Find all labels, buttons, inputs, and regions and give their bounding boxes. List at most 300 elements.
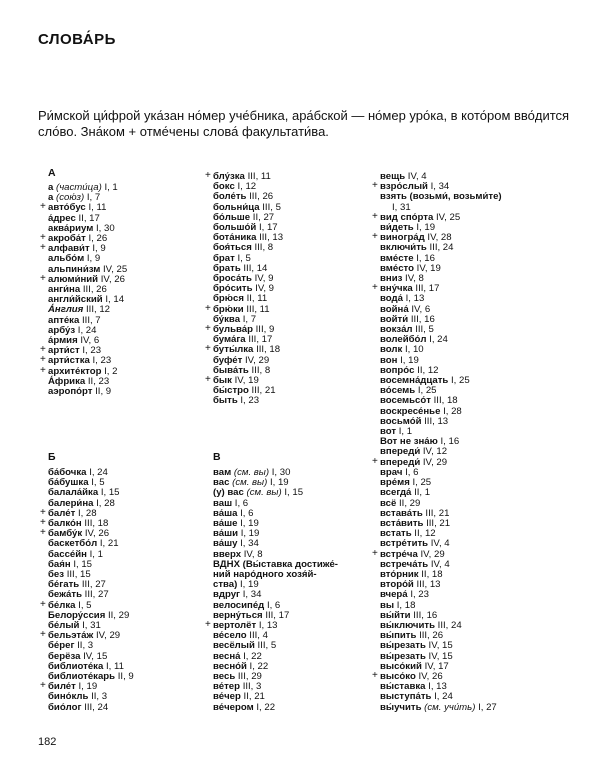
entry-reference: IV, 25: [103, 263, 128, 275]
list-v: [205, 467, 338, 713]
entry-reference: III, 8: [254, 242, 274, 254]
optional-plus-mark: +: [372, 180, 378, 192]
entry-reference: I, 17: [258, 222, 278, 234]
entry-word: вид спо́рта: [380, 211, 434, 223]
entry-word: брат: [213, 252, 235, 264]
entry-reference: I, 15: [73, 558, 92, 570]
entry-reference: I, 22: [256, 701, 276, 713]
entry-word: А́нглия: [48, 304, 84, 316]
entry-word: библиоте́карь: [48, 671, 116, 683]
entry-word: весна́: [213, 650, 241, 662]
entry-reference: I, 31: [82, 620, 101, 632]
entry-reference: III, 24: [84, 701, 109, 713]
entry-reference: I, 1: [398, 426, 413, 438]
entry-word: бале́т: [48, 507, 76, 519]
entry-reference: III, 17: [265, 609, 290, 621]
entry-reference: I, 28: [443, 405, 462, 417]
entry-word: бокс: [213, 181, 235, 193]
entry-word: выступа́ть: [380, 691, 432, 703]
dictionary-entry: [48, 387, 127, 397]
entry-reference: I, 31: [392, 201, 411, 213]
entry-word: блу́зка: [213, 171, 245, 182]
entry-reference: I, 30: [95, 222, 115, 234]
entry-word: велосипе́д: [213, 599, 265, 611]
entry-reference: I, 12: [237, 181, 257, 193]
section-letter-v: В: [213, 451, 221, 463]
entry-word: бе́лый: [48, 620, 80, 632]
entry-reference: III, 24: [429, 242, 454, 254]
entry-reference: IV, 15: [83, 650, 108, 662]
optional-plus-mark: +: [40, 598, 46, 610]
entry-reference: III, 21: [426, 517, 451, 529]
entry-reference: II, 3: [91, 691, 108, 703]
entry-reference: III, 4: [249, 630, 268, 642]
entry-reference: I, 34: [430, 181, 450, 193]
optional-plus-mark: +: [40, 629, 46, 641]
optional-plus-mark: +: [40, 272, 46, 284]
entry-word: воскресе́нье: [380, 405, 441, 417]
entry-reference: I, 23: [82, 345, 102, 357]
entry-word: бе́гать: [48, 579, 80, 591]
entry-reference: I, 1: [104, 182, 118, 193]
entry-word: весёлый: [213, 640, 255, 652]
entry-reference: I, 22: [249, 660, 269, 672]
entry-reference: III, 26: [82, 284, 107, 296]
entry-word: волк: [380, 344, 403, 356]
entry-word: бая́н: [48, 558, 71, 570]
entry-reference: III, 11: [247, 171, 271, 182]
entry-reference: III, 18: [84, 518, 109, 530]
entry-note: (см. вы): [232, 477, 268, 489]
entry-word: встава́ть: [380, 507, 423, 519]
entry-reference: I, 13: [258, 620, 278, 632]
entry-word: а́дрес: [48, 212, 76, 224]
entry-word: (у) вас: [213, 487, 244, 499]
entry-reference: I, 11: [88, 202, 107, 214]
entry-word: ба́бочка: [48, 467, 87, 478]
intro-text: Ри́мской ци́фрой ука́зан но́мер уче́бника, ара́бской — но́мер уро́ка, в кото́ром вво́дится сло́во. Зна́ком + отме́чены слова́ факультати́ва.: [38, 108, 570, 139]
entry-word: вто́рник: [380, 568, 419, 580]
entry-word: виногра́д: [380, 232, 425, 244]
entry-word: ве́чер: [213, 691, 241, 703]
entry-word: брать: [213, 262, 241, 274]
entry-reference: II, 18: [421, 568, 443, 580]
entry-word: верну́ться: [213, 609, 263, 621]
entry-word: вы: [380, 599, 395, 611]
entry-word: вста́вить: [380, 517, 424, 529]
entry-word: А́фрика: [48, 375, 86, 387]
entry-reference: IV, 26: [100, 273, 125, 285]
entry-word: аква́риум: [48, 222, 94, 234]
entry-word: библиоте́ка: [48, 660, 104, 672]
entry-word: включи́ть: [380, 242, 427, 254]
optional-plus-mark: +: [205, 374, 211, 386]
entry-reference: II, 11: [246, 293, 268, 305]
entry-word: вертолёт: [213, 620, 257, 632]
entry-word: а: [48, 182, 54, 193]
list-b: [40, 467, 134, 713]
entry-word: арти́стка: [48, 355, 90, 367]
entry-reference: IV, 15: [428, 650, 453, 662]
entry-word: бума́га: [213, 334, 246, 346]
entry-word: альбо́м: [48, 253, 85, 265]
entry-word: встать: [380, 528, 412, 540]
entry-word: вас: [213, 477, 230, 489]
entry-reference: III, 21: [425, 507, 450, 519]
entry-word: высо́ко: [380, 670, 416, 682]
entry-word: вокза́л: [380, 324, 413, 336]
entry-word: ви́деть: [380, 222, 414, 234]
entry-reference: IV, 6: [80, 335, 100, 347]
entry-word: восемьсо́т: [380, 395, 431, 407]
list-v-continued: [372, 171, 502, 713]
entry-word: бульва́р: [213, 324, 253, 336]
entry-word: бамбу́к: [48, 528, 83, 540]
list-b-continued: [205, 170, 284, 407]
entry-word: без: [48, 569, 65, 581]
entry-note: (см. учи́ть): [424, 701, 476, 713]
entry-word: ВДНХ (Вы́ставка достиже́-: [213, 558, 338, 570]
entry-word: вон: [380, 354, 398, 366]
entry-word: бе́лка: [48, 599, 76, 611]
entry-word: вдруг: [213, 589, 241, 601]
entry-word: ний наро́дного хозя́й-: [213, 569, 317, 581]
entry-word: биле́т: [48, 681, 76, 693]
entry-reference: I, 19: [240, 518, 259, 530]
entry-reference: I, 24: [429, 334, 448, 346]
entry-reference: I, 24: [89, 467, 108, 478]
entry-reference: III, 8: [251, 364, 271, 376]
entry-reference: IV, 29: [422, 456, 448, 468]
entry-word: врач: [380, 466, 403, 478]
entry-word: быть: [213, 395, 238, 407]
entry-reference: III, 5: [262, 201, 281, 213]
entry-reference: IV, 26: [84, 528, 110, 540]
entry-note: (части́ца): [56, 182, 102, 193]
entry-word: алфави́т: [48, 243, 90, 255]
entry-reference: II, 12: [414, 528, 436, 540]
entry-reference: II, 9: [95, 386, 112, 398]
entry-reference: I, 34: [240, 538, 259, 550]
entry-reference: I, 6: [234, 497, 249, 509]
entry-reference: I, 24: [434, 691, 453, 703]
entry-reference: III, 17: [248, 334, 273, 346]
entry-reference: I, 19: [416, 222, 436, 234]
optional-plus-mark: +: [205, 619, 211, 631]
entry-reference: II, 9: [117, 671, 134, 683]
entry-reference: IV, 25: [435, 211, 461, 223]
dictionary-entry: [213, 703, 338, 713]
entry-word: вы́ставка: [380, 681, 426, 693]
entry-word: вну́чка: [380, 283, 413, 295]
entry-word: вода́: [380, 293, 403, 305]
entry-reference: I, 5: [91, 477, 105, 489]
entry-note: (см. вы): [233, 467, 270, 478]
entry-word: вчера́: [380, 589, 408, 601]
entry-word: ва́ша: [213, 507, 238, 519]
entry-reference: I, 16: [416, 252, 435, 264]
entry-word: вверх: [213, 548, 242, 560]
entry-word: бык: [213, 375, 232, 387]
entry-word: авто́бус: [48, 202, 86, 214]
entry-reference: I, 24: [77, 324, 97, 336]
entry-word: вопро́с: [380, 364, 415, 376]
entry-reference: III, 16: [410, 313, 435, 325]
entry-word: бро́сить: [213, 283, 253, 295]
entry-reference: III, 16: [413, 609, 438, 621]
optional-plus-mark: +: [40, 527, 46, 539]
entry-word: взять (возьми́, возьми́те): [380, 191, 502, 203]
entry-word: всегда́: [380, 487, 412, 499]
entry-reference: I, 5: [237, 252, 251, 264]
entry-word: вот: [380, 426, 397, 438]
entry-reference: I, 34: [242, 589, 262, 601]
entry-word: вы́учить: [380, 701, 422, 713]
entry-word: ва́шу: [213, 538, 238, 550]
entry-word: вниз: [380, 273, 403, 285]
entry-note: (сою́з): [56, 192, 85, 204]
entry-word: Белору́ссия: [48, 609, 106, 621]
section-letter-a: А: [48, 167, 56, 179]
entry-word: балери́на: [48, 497, 94, 509]
entry-word: архите́ктор: [48, 365, 102, 377]
entry-reference: I, 2: [104, 365, 118, 377]
optional-plus-mark: +: [372, 455, 378, 467]
entry-reference: II, 27: [252, 211, 275, 223]
entry-reference: I, 27: [478, 701, 497, 713]
entry-reference: II, 21: [243, 691, 265, 703]
entry-reference: I, 19: [400, 354, 419, 366]
entry-reference: I, 14: [105, 294, 125, 306]
entry-word: взро́слый: [380, 181, 428, 193]
entry-word: био́лог: [48, 701, 82, 713]
entry-reference: III, 27: [84, 589, 109, 601]
page-title: СЛОВА́РЬ: [38, 31, 116, 48]
entry-word: берёза: [48, 650, 81, 662]
entry-word: ваш: [213, 497, 233, 509]
entry-word: альпини́зм: [48, 263, 101, 275]
entry-reference: I, 25: [451, 375, 470, 387]
entry-reference: II, 12: [417, 364, 439, 376]
entry-word: балала́йка: [48, 487, 99, 499]
entry-reference: IV, 12: [422, 446, 448, 458]
entry-word: бельэта́ж: [48, 630, 94, 642]
entry-word: ва́ше: [213, 518, 238, 530]
entry-reference: III, 9: [255, 324, 275, 336]
entry-reference: III, 13: [424, 415, 449, 427]
entry-word: вам: [213, 467, 232, 478]
entry-word: арти́ст: [48, 345, 80, 357]
entry-reference: I, 6: [266, 599, 281, 611]
entry-word: вещь: [380, 171, 406, 182]
entry-word: бы́стро: [213, 385, 249, 397]
entry-word: буфе́т: [213, 354, 243, 366]
entry-word: восемна́дцать: [380, 375, 449, 387]
entry-word: аэропо́рт: [48, 386, 93, 398]
entry-reference: I, 23: [240, 395, 260, 407]
list-a: [40, 182, 128, 398]
entry-reference: IV, 29: [95, 630, 121, 642]
entry-reference: III, 26: [419, 630, 444, 642]
entry-word: анги́на: [48, 284, 81, 296]
entry-reference: I, 21: [99, 538, 119, 550]
entry-reference: II, 29: [399, 497, 421, 509]
entry-word: волейбо́л: [380, 334, 427, 346]
entry-word: большо́й: [213, 222, 257, 234]
entry-word: баскетбо́л: [48, 538, 98, 550]
entry-word: вме́сте: [380, 252, 414, 264]
entry-reference: III, 18: [256, 344, 281, 356]
entry-reference: I, 18: [396, 599, 416, 611]
entry-reference: IV, 9: [254, 273, 274, 285]
entry-word: арбу́з: [48, 324, 76, 336]
entry-word: бо́льше: [213, 211, 251, 223]
entry-reference: III, 26: [249, 191, 274, 203]
entry-word: а: [48, 192, 54, 204]
entry-reference: III, 27: [81, 579, 106, 591]
entry-word: вы́пить: [380, 630, 417, 642]
entry-reference: III, 7: [81, 314, 101, 326]
entry-reference: IV, 28: [427, 232, 452, 244]
entry-reference: I, 7: [86, 192, 101, 204]
entry-word: ба́бушка: [48, 477, 89, 489]
optional-plus-mark: +: [372, 547, 378, 559]
entry-word: бу́ква: [213, 313, 241, 325]
entry-word: вы́йти: [380, 609, 411, 621]
entry-word: восьмо́й: [380, 415, 422, 427]
optional-plus-mark: +: [372, 282, 378, 294]
optional-plus-mark: +: [40, 354, 46, 366]
entry-reference: III, 29: [237, 671, 262, 683]
entry-word: всё: [380, 497, 397, 509]
entry-reference: I, 16: [440, 436, 460, 448]
entry-word: война́: [380, 303, 409, 315]
entry-word: брю́ки: [213, 303, 244, 315]
entry-reference: I, 5: [78, 599, 92, 611]
entry-reference: I, 30: [271, 467, 291, 478]
entry-word: больни́ца: [213, 201, 260, 213]
entry-reference: I, 9: [92, 243, 106, 255]
entry-reference: I, 19: [240, 579, 259, 591]
entry-word: бассе́йн: [48, 548, 87, 560]
entry-word: встре́тить: [380, 538, 429, 550]
entry-word: высо́кий: [380, 660, 422, 672]
entry-word: боле́ть: [213, 191, 247, 203]
entry-word: быва́ть: [213, 364, 249, 376]
entry-reference: I, 10: [404, 344, 424, 356]
optional-plus-mark: +: [40, 517, 46, 529]
dictionary-entry: [380, 703, 502, 713]
entry-word: акроба́т: [48, 233, 86, 245]
optional-plus-mark: +: [372, 210, 378, 222]
optional-plus-mark: +: [205, 343, 211, 355]
entry-word: вре́мя: [380, 477, 410, 489]
entry-reference: IV, 8: [405, 273, 424, 285]
optional-plus-mark: +: [40, 344, 46, 356]
dictionary-entry: [48, 703, 134, 713]
optional-plus-mark: +: [40, 364, 46, 376]
entry-reference: III, 13: [259, 232, 284, 244]
entry-reference: IV, 4: [407, 171, 427, 182]
entry-reference: IV, 4: [430, 558, 450, 570]
dictionary-entry: [213, 396, 283, 406]
entry-reference: III, 18: [433, 395, 458, 407]
entry-reference: III, 17: [415, 283, 440, 295]
entry-word: бино́кль: [48, 691, 89, 703]
entry-reference: IV, 29: [244, 354, 270, 366]
entry-reference: IV, 19: [234, 375, 259, 387]
entry-word: брю́ся: [213, 293, 244, 305]
entry-reference: II, 29: [107, 609, 130, 621]
entry-reference: III, 24: [437, 619, 462, 631]
entry-reference: I, 15: [284, 487, 304, 499]
entry-word: ва́ши: [213, 528, 239, 540]
entry-reference: IV, 8: [243, 548, 263, 560]
entry-word: вы́резать: [380, 640, 426, 652]
entry-reference: IV, 17: [424, 660, 449, 672]
entry-reference: IV, 4: [430, 538, 450, 550]
entry-reference: IV, 26: [418, 670, 443, 682]
entry-word: вме́сто: [380, 262, 414, 274]
entry-reference: I, 28: [77, 507, 97, 519]
entry-reference: IV, 15: [428, 640, 453, 652]
entry-word: алюми́ний: [48, 273, 99, 285]
entry-word: броса́ть: [213, 273, 252, 285]
section-letter-b: Б: [48, 451, 56, 463]
entry-reference: II, 23: [87, 375, 110, 387]
entry-word: бе́рег: [48, 640, 75, 652]
entry-reference: I, 6: [405, 466, 419, 478]
entry-reference: I, 25: [417, 385, 437, 397]
entry-reference: III, 14: [243, 262, 268, 274]
entry-word: ве́село: [213, 630, 247, 642]
entry-reference: I, 19: [240, 528, 260, 540]
entry-reference: III, 12: [86, 304, 110, 316]
entry-reference: I, 28: [96, 497, 115, 509]
entry-reference: III, 13: [416, 579, 441, 591]
entry-word: ве́тер: [213, 681, 241, 693]
entry-word: англи́йский: [48, 294, 103, 306]
entry-reference: I, 13: [405, 293, 425, 305]
entry-word: войти́: [380, 313, 409, 325]
entry-reference: I, 13: [428, 681, 447, 693]
entry-word: весь: [213, 671, 236, 683]
entry-reference: III, 21: [251, 385, 276, 397]
entry-reference: I, 7: [242, 313, 257, 325]
entry-reference: I, 15: [100, 487, 120, 499]
optional-plus-mark: +: [372, 231, 378, 243]
entry-word: а́рмия: [48, 335, 78, 347]
entry-word: ве́чером: [213, 701, 254, 713]
entry-reference: I, 1: [89, 548, 103, 560]
entry-word: бежа́ть: [48, 589, 82, 601]
entry-reference: I, 22: [243, 650, 262, 662]
optional-plus-mark: +: [205, 170, 211, 181]
optional-plus-mark: +: [40, 232, 46, 244]
optional-plus-mark: +: [40, 680, 46, 692]
entry-reference: IV, 19: [416, 262, 441, 274]
entry-reference: III, 5: [257, 640, 277, 652]
entry-reference: I, 26: [88, 233, 108, 245]
entry-word: весно́й: [213, 660, 247, 672]
optional-plus-mark: +: [205, 323, 211, 335]
entry-word: боя́ться: [213, 242, 252, 254]
entry-reference: I, 6: [240, 507, 254, 519]
entry-reference: I, 9: [86, 253, 101, 265]
entry-reference: III, 15: [66, 569, 91, 581]
entry-word: во́семь: [380, 385, 416, 397]
entry-word: апте́ка: [48, 314, 80, 326]
